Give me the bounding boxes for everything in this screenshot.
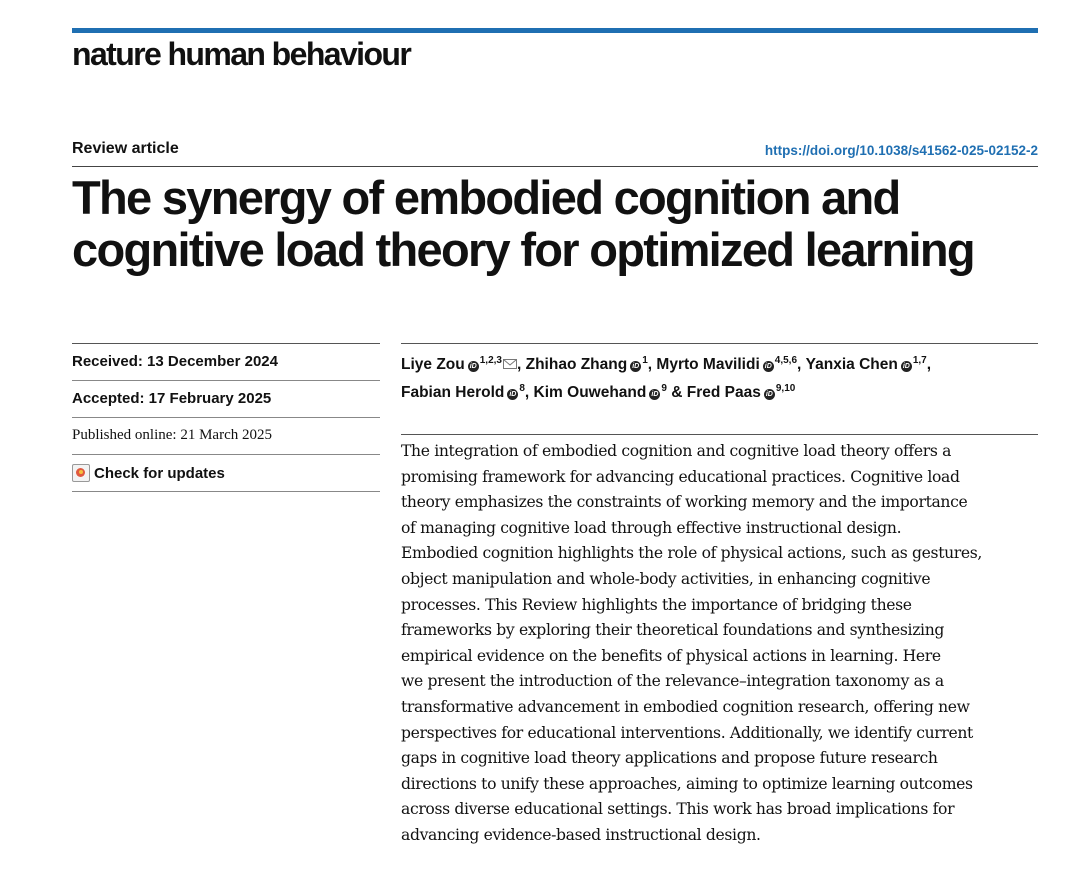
abstract-line: transformative advancement in embodied cognition research, offering new bbox=[401, 697, 970, 716]
check-for-updates-button[interactable] bbox=[72, 464, 225, 482]
author-name[interactable]: Yanxia Chen bbox=[805, 356, 898, 373]
doi-link[interactable]: https://doi.org/10.1038/s41562-025-02152-2 bbox=[764, 143, 1038, 158]
author-separator: , bbox=[516, 356, 526, 373]
author-kim-ouwehand[interactable] bbox=[534, 384, 687, 401]
article-dates-panel bbox=[72, 343, 380, 492]
received-row bbox=[72, 344, 380, 381]
affiliation-numbers: 9 bbox=[661, 383, 667, 394]
check-updates-label: Check for updates bbox=[94, 464, 225, 482]
affiliation-numbers: 9,10 bbox=[775, 383, 796, 394]
author-name[interactable]: Liye Zou bbox=[401, 356, 465, 373]
orcid-icon[interactable]: iD bbox=[765, 391, 773, 398]
abstract-line: perspectives for educational interventions. Additionally, we identify current bbox=[401, 723, 973, 742]
abstract-line: The integration of embodied cognition and cognitive load theory offers a bbox=[401, 442, 952, 460]
abstract-line: we present the introduction of the relevance–integration taxonomy as a bbox=[401, 672, 944, 691]
abstract-line: Embodied cognition highlights the role of physical actions, such as gestures, bbox=[401, 544, 983, 563]
author-separator: , bbox=[524, 384, 534, 401]
author-fred-paas[interactable] bbox=[687, 384, 796, 401]
abstract-line: advancing evidence-based instructional design. bbox=[401, 825, 761, 844]
author-separator: , bbox=[797, 356, 806, 373]
author-separator: & bbox=[666, 384, 687, 401]
abstract-top-rule bbox=[401, 434, 1038, 435]
title-line-1: The synergy of embodied cognition and bbox=[72, 171, 900, 224]
header-divider bbox=[72, 166, 1038, 167]
author-name[interactable]: Fabian Herold bbox=[401, 384, 505, 401]
abstract-line: empirical evidence on the benefits of physical actions in learning. Here bbox=[401, 646, 941, 665]
author-list bbox=[401, 349, 1038, 405]
author-zhihao-zhang[interactable] bbox=[526, 356, 657, 373]
abstract-line: across diverse educational settings. This work has broad implications for bbox=[401, 800, 955, 819]
abstract-line: processes. This Review highlights the importance of bridging these bbox=[401, 595, 912, 614]
journal-top-rule bbox=[72, 28, 1038, 33]
author-name[interactable]: Zhihao Zhang bbox=[525, 356, 628, 373]
orcid-icon[interactable]: iD bbox=[902, 363, 910, 370]
abstract-line: theory emphasizes the constraints of working memory and the importance bbox=[401, 493, 968, 512]
author-name[interactable]: Myrto Mavilidi bbox=[656, 356, 760, 373]
author-fabian-herold[interactable] bbox=[401, 384, 534, 401]
article-title bbox=[72, 172, 1038, 276]
abstract-line: frameworks by exploring their theoretical foundations and synthesizing bbox=[401, 621, 945, 640]
accepted-row bbox=[72, 381, 380, 418]
abstract-line: directions to unify these approaches, aiming to optimize learning outcomes bbox=[401, 774, 973, 793]
abstract-line: promising framework for advancing educational practices. Cognitive load bbox=[401, 467, 960, 486]
abstract bbox=[401, 439, 1041, 849]
author-name[interactable]: Fred Paas bbox=[686, 384, 761, 401]
mail-icon[interactable] bbox=[503, 359, 517, 369]
abstract-line: gaps in cognitive load theory applications and propose future research bbox=[401, 749, 938, 768]
published-date: Published online: 21 March 2025 bbox=[72, 427, 272, 443]
published-row bbox=[72, 418, 380, 455]
affiliation-numbers: 1,2,3 bbox=[479, 355, 502, 366]
author-name[interactable]: Kim Ouwehand bbox=[533, 384, 647, 401]
title-line-2: cognitive load theory for optimized learning bbox=[72, 223, 974, 276]
accepted-date: Accepted: 17 February 2025 bbox=[72, 390, 272, 407]
author-separator: , bbox=[926, 356, 932, 373]
affiliation-numbers: 1 bbox=[642, 355, 648, 366]
article-type: Review article bbox=[72, 140, 179, 157]
affiliation-numbers: 1,7 bbox=[912, 355, 927, 366]
abstract-line: object manipulation and whole-body activities, in enhancing cognitive bbox=[401, 569, 931, 588]
author-myrto-mavilidi[interactable] bbox=[656, 356, 805, 373]
author-liye-zou[interactable] bbox=[401, 356, 526, 373]
check-updates-icon bbox=[72, 464, 90, 482]
check-updates-row bbox=[72, 455, 380, 492]
orcid-icon[interactable]: iD bbox=[509, 391, 517, 398]
author-separator: , bbox=[647, 356, 657, 373]
orcid-icon[interactable]: iD bbox=[651, 391, 659, 398]
author-yanxia-chen[interactable] bbox=[806, 356, 931, 373]
orcid-icon[interactable]: iD bbox=[764, 363, 772, 370]
received-date: Received: 13 December 2024 bbox=[72, 353, 278, 370]
orcid-icon[interactable]: iD bbox=[632, 363, 640, 370]
authors-top-rule bbox=[401, 343, 1038, 344]
affiliation-numbers: 8 bbox=[519, 383, 525, 394]
orcid-icon[interactable]: iD bbox=[469, 363, 477, 370]
abstract-line: of managing cognitive load through effective instructional design. bbox=[401, 518, 902, 537]
affiliation-numbers: 4,5,6 bbox=[774, 355, 798, 366]
journal-name[interactable]: nature human behaviour bbox=[72, 36, 411, 72]
